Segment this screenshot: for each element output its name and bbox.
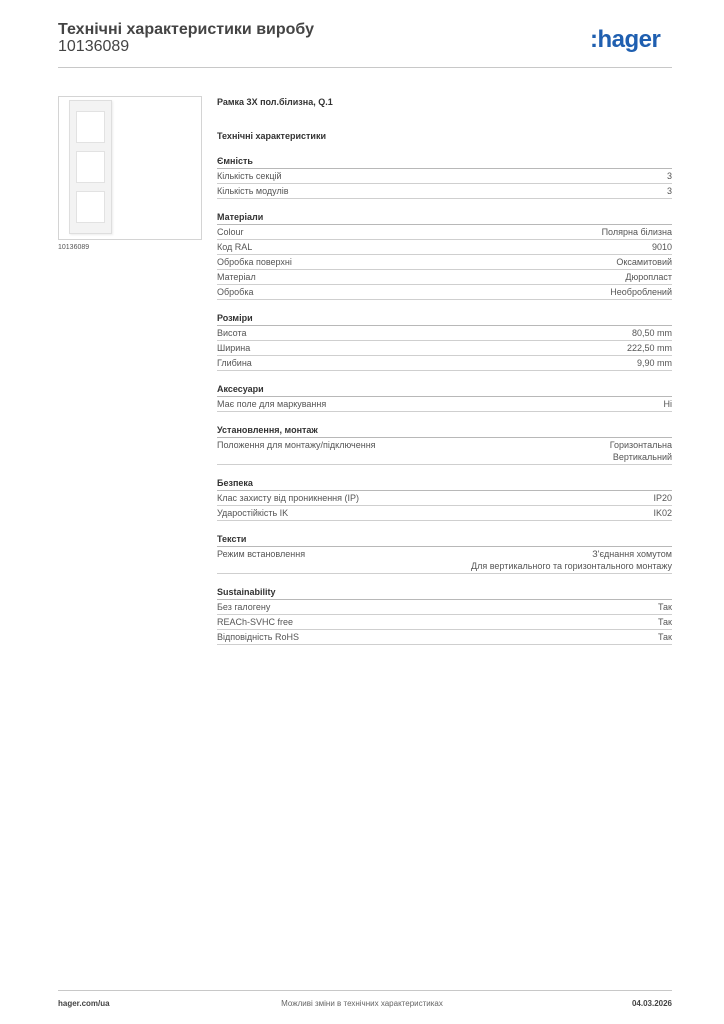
spec-label: Обробка поверхні xyxy=(217,257,292,267)
spec-row xyxy=(217,240,672,255)
footer-disclaimer: Можливі зміни в технічних характеристиках xyxy=(281,999,443,1008)
spec-row xyxy=(217,225,672,240)
spec-value-line: Так xyxy=(657,632,672,642)
spec-label: Матеріал xyxy=(217,272,256,282)
section-title: Матеріали xyxy=(217,211,672,225)
section-title: Установлення, монтаж xyxy=(217,424,672,438)
spec-label: Кількість модулів xyxy=(217,186,289,196)
footer-divider xyxy=(58,990,672,991)
section-title: Розміри xyxy=(217,312,672,326)
spec-value xyxy=(652,241,672,253)
spec-label: Colour xyxy=(217,227,244,237)
spec-value-line: Необроблений xyxy=(610,287,672,297)
spec-value-line: Так xyxy=(657,602,672,612)
spec-section xyxy=(217,312,672,371)
spec-row xyxy=(217,255,672,270)
spec-label: Відповідність RoHS xyxy=(217,632,299,642)
hager-logo: :hager xyxy=(590,26,661,53)
spec-row xyxy=(217,184,672,199)
spec-value xyxy=(602,226,672,238)
spec-section xyxy=(217,211,672,300)
spec-sheet xyxy=(217,96,672,645)
spec-value-line: 222,50 mm xyxy=(626,343,672,353)
spec-value xyxy=(658,616,672,628)
spec-value-line: Полярна білизна xyxy=(601,227,672,237)
spec-value-line: Оксамитовий xyxy=(616,257,672,267)
spec-label: Висота xyxy=(217,328,247,338)
section-title: Безпека xyxy=(217,477,672,491)
spec-value xyxy=(625,271,672,283)
spec-value xyxy=(471,548,672,572)
spec-value-line: Вертикальний xyxy=(612,452,672,462)
spec-value-line: Для вертикального та горизонтального монтажу xyxy=(470,561,672,571)
spec-label: REACh-SVHC free xyxy=(217,617,294,627)
section-title: Тексти xyxy=(217,533,672,547)
section-title: Аксесуари xyxy=(217,383,672,397)
spec-label: Режим встановлення xyxy=(217,549,306,559)
spec-section xyxy=(217,383,672,412)
spec-row xyxy=(217,341,672,356)
spec-label: Положення для монтажу/підключення xyxy=(217,440,376,450)
spec-row xyxy=(217,285,672,300)
spec-value-line: Ні xyxy=(663,399,672,409)
spec-value xyxy=(658,601,672,613)
spec-value xyxy=(610,439,672,463)
section-title: Sustainability xyxy=(217,586,672,600)
spec-value-line: 3 xyxy=(666,171,672,181)
frame-opening xyxy=(76,191,105,223)
frame-opening xyxy=(76,111,105,143)
product-image xyxy=(58,96,202,240)
spec-value-line: 9,90 mm xyxy=(636,358,672,368)
spec-value-line: 9010 xyxy=(651,242,672,252)
section-title: Ємність xyxy=(217,155,672,169)
spec-row xyxy=(217,630,672,645)
spec-value xyxy=(653,507,672,519)
spec-value xyxy=(637,357,672,369)
spec-value xyxy=(632,327,672,339)
spec-label: Без галогену xyxy=(217,602,271,612)
spec-value-line: Дюропласт xyxy=(625,272,672,282)
spec-row xyxy=(217,491,672,506)
spec-value xyxy=(653,492,672,504)
spec-value xyxy=(616,256,672,268)
spec-label: Ударостійкість IK xyxy=(217,508,289,518)
spec-row xyxy=(217,506,672,521)
spec-label: Глибина xyxy=(217,358,252,368)
frame-opening xyxy=(76,151,105,183)
spec-value-line: З'єднання хомутом xyxy=(592,549,672,559)
spec-row xyxy=(217,397,672,412)
image-caption: 10136089 xyxy=(58,244,90,251)
spec-label: Код RAL xyxy=(217,242,253,252)
page-title: Технічні характеристики виробу xyxy=(58,21,314,38)
spec-value xyxy=(658,631,672,643)
spec-value-line: 3 xyxy=(666,186,672,196)
spec-sections xyxy=(217,155,672,645)
spec-value-line: Так xyxy=(657,617,672,627)
spec-section xyxy=(217,155,672,199)
spec-section xyxy=(217,586,672,645)
spec-value xyxy=(667,170,672,182)
spec-row xyxy=(217,547,672,574)
spec-value xyxy=(627,342,672,354)
spec-row xyxy=(217,600,672,615)
spec-row xyxy=(217,438,672,465)
spec-row xyxy=(217,356,672,371)
spec-label: Має поле для маркування xyxy=(217,399,327,409)
spec-row xyxy=(217,326,672,341)
spec-section xyxy=(217,424,672,465)
product-code: 10136089 xyxy=(58,38,130,55)
spec-value-line: IK02 xyxy=(653,508,672,518)
spec-value-line: IP20 xyxy=(653,493,672,503)
frame-illustration xyxy=(69,100,112,234)
spec-value xyxy=(664,398,673,410)
specs-heading: Технічні характеристики xyxy=(217,131,326,141)
spec-label: Кількість секцій xyxy=(217,171,282,181)
footer-date: 04.03.2026 xyxy=(631,999,672,1008)
spec-row xyxy=(217,615,672,630)
spec-section xyxy=(217,533,672,574)
spec-section xyxy=(217,477,672,521)
spec-value-line: 80,50 mm xyxy=(631,328,672,338)
spec-value-line: Горизонтальна xyxy=(609,440,672,450)
spec-value xyxy=(667,185,672,197)
spec-label: Ширина xyxy=(217,343,251,353)
footer-website[interactable]: hager.com/ua xyxy=(58,999,110,1008)
header-divider xyxy=(58,67,672,68)
product-name: Рамка 3X пол.білизна, Q.1 xyxy=(217,97,333,107)
spec-label: Обробка xyxy=(217,287,254,297)
spec-label: Клас захисту від проникнення (IP) xyxy=(217,493,360,503)
spec-value xyxy=(610,286,672,298)
spec-row xyxy=(217,270,672,285)
spec-row xyxy=(217,169,672,184)
